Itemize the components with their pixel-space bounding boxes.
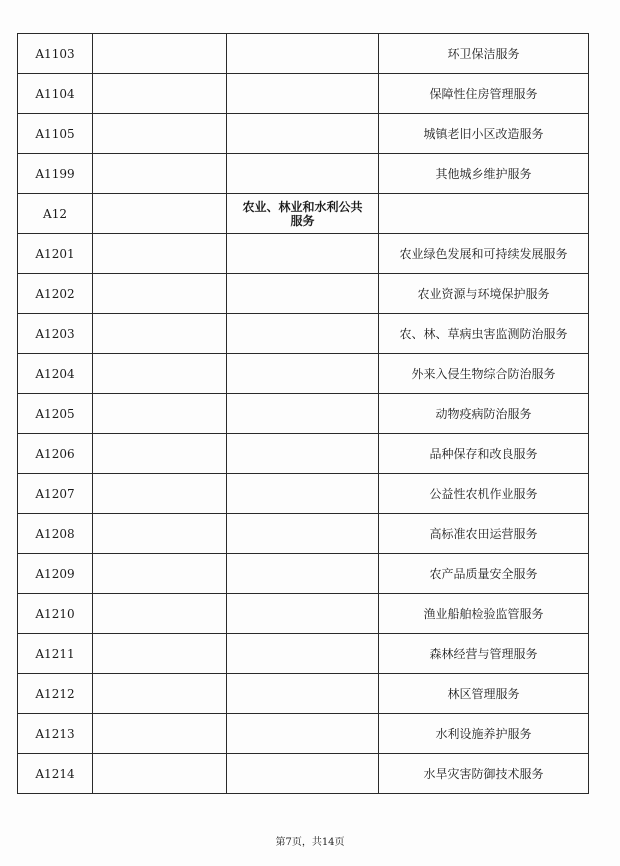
level1-cell [93,154,227,194]
level2-cell [227,634,379,674]
level3-cell: 外来入侵生物综合防治服务 [379,354,589,394]
table-row [18,594,589,634]
table-row [18,314,589,354]
level3-cell: 渔业船舶检验监管服务 [379,594,589,634]
level3-cell: 农业资源与环境保护服务 [379,274,589,314]
table-row [18,154,589,194]
row-code-cell: A1103 [18,34,93,74]
row-code-cell: A1213 [18,714,93,754]
level3-cell: 保障性住房管理服务 [379,74,589,114]
level2-cell: 农业、林业和水利公共服务 [227,194,379,234]
row-code-cell: A1199 [18,154,93,194]
level1-cell [93,474,227,514]
level2-cell [227,554,379,594]
level3-cell: 农业绿色发展和可持续发展服务 [379,234,589,274]
level2-cell [227,34,379,74]
level2-cell [227,594,379,634]
row-code-cell: A1210 [18,594,93,634]
level3-cell: 高标准农田运营服务 [379,514,589,554]
level1-cell [93,514,227,554]
level1-cell [93,74,227,114]
level2-cell [227,714,379,754]
level1-cell [93,354,227,394]
table-row [18,474,589,514]
level2-cell [227,114,379,154]
table-row [18,714,589,754]
level1-cell [93,754,227,794]
table-row [18,34,589,74]
level3-cell: 农、林、草病虫害监测防治服务 [379,314,589,354]
level2-cell [227,234,379,274]
level2-cell [227,314,379,354]
level1-cell [93,434,227,474]
level2-cell [227,394,379,434]
level1-cell [93,34,227,74]
level3-cell: 水旱灾害防御技术服务 [379,754,589,794]
level2-cell [227,474,379,514]
level3-cell: 公益性农机作业服务 [379,474,589,514]
table-row [18,234,589,274]
table-row [18,754,589,794]
level2-cell [227,434,379,474]
table-row [18,514,589,554]
level2-cell [227,354,379,394]
level3-cell: 水利设施养护服务 [379,714,589,754]
level2-cell [227,74,379,114]
row-code-cell: A1104 [18,74,93,114]
row-code-cell: A1204 [18,354,93,394]
table-row [18,274,589,314]
table-row [18,394,589,434]
table-row [18,354,589,394]
row-code-cell: A1202 [18,274,93,314]
level1-cell [93,594,227,634]
row-code-cell: A1211 [18,634,93,674]
level3-cell: 动物疫病防治服务 [379,394,589,434]
level1-cell [93,394,227,434]
page-number-footer: 第7页，共14页 [275,837,345,848]
catalog-table [17,33,589,794]
level3-cell: 品种保存和改良服务 [379,434,589,474]
row-code-cell: A1212 [18,674,93,714]
row-code-cell: A1105 [18,114,93,154]
level2-cell [227,754,379,794]
level3-cell: 城镇老旧小区改造服务 [379,114,589,154]
level3-cell: 农产品质量安全服务 [379,554,589,594]
level3-cell: 其他城乡维护服务 [379,154,589,194]
level3-cell: 森林经营与管理服务 [379,634,589,674]
row-code-cell: A1207 [18,474,93,514]
row-code-cell: A1206 [18,434,93,474]
row-code-cell: A1209 [18,554,93,594]
level1-cell [93,554,227,594]
table-row-category [18,194,589,234]
level1-cell [93,114,227,154]
level1-cell [93,314,227,354]
level1-cell [93,714,227,754]
level1-cell [93,194,227,234]
row-code-cell: A12 [18,194,93,234]
level3-cell: 环卫保洁服务 [379,34,589,74]
level2-cell [227,514,379,554]
table-row [18,114,589,154]
table-row [18,74,589,114]
row-code-cell: A1214 [18,754,93,794]
level1-cell [93,274,227,314]
level2-cell [227,154,379,194]
level1-cell [93,674,227,714]
level1-cell [93,634,227,674]
table-row [18,674,589,714]
table-row [18,554,589,594]
table-row [18,634,589,674]
table-row [18,434,589,474]
level1-cell [93,234,227,274]
level3-cell [379,194,589,234]
row-code-cell: A1203 [18,314,93,354]
row-code-cell: A1201 [18,234,93,274]
level3-cell: 林区管理服务 [379,674,589,714]
catalog-table-body [18,34,589,794]
level2-cell [227,674,379,714]
row-code-cell: A1205 [18,394,93,434]
level2-cell [227,274,379,314]
row-code-cell: A1208 [18,514,93,554]
